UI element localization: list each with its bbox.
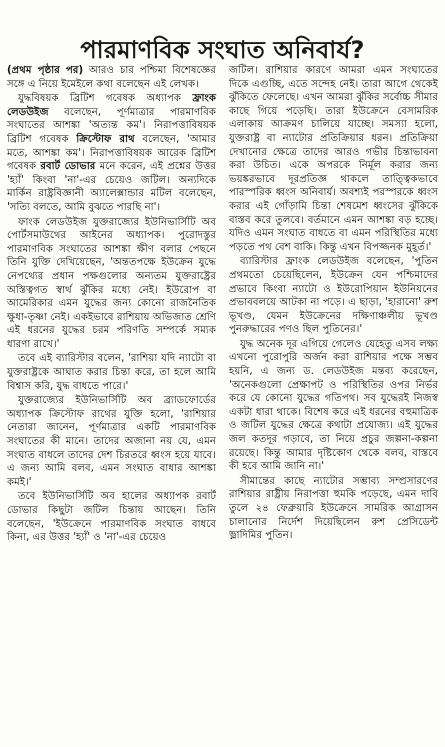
paragraph-text: ফাংক লেডউইজ যুক্তরাজ্যের ইউনিভার্সিটি অব পোর্টসমাউথের আইনের অধ্যাপক। পুরোদস্তুর পারমাণবিক সংঘাতের আশঙ্কা ক্ষীণ বলার পেছনে তিনি যুক্তি দেখিয়েছেন, 'অন্ততপক্ষে ইউক্রেন যুদ্ধে নেপথ্যের প্রধান পক্ষগুলোর অন্যতম যুক্তরাষ্ট্রের অস্তিত্বগত স্বার্থ ঝুঁকির মধ্যে নেই। ইউরোপ বা আমেরিকার এমন যুদ্ধের জন্য কোনো রাজনৈতিক ক্ষুধা-তৃষ্ণা নেই। একইভাবে রাশিয়ায় অভিজাত শ্রেণি এই ধরনের যুদ্ধের চরম পরিণতি সম্পর্কে সম্যক ধারণা রাখে।' xyxy=(7,216,216,350)
article-paragraph xyxy=(7,352,216,393)
continuation-marker: (প্রথম পৃষ্ঠার পর) xyxy=(7,65,84,76)
article-paragraph xyxy=(7,64,216,91)
paragraph-text: যুক্তরাজ্যের ইউনিভার্সিটি অব ব্র্যাডফোর্ডের অধ্যাপক ক্রিস্টোফ রাথের যুক্তি হলো, 'রাশিয়ার নেতারা জানেন, পূর্ণমাত্রার একটি পারমাণবিক সংঘাতের কী মানে। তাদের অজানা নয় যে, এমন সংঘাত বাধলে তাদের দেশ চিরতরে ধ্বংস হয়ে যাবে। এ জন্য আমি বলব, এমন সংঘাত বাধার আশঙ্কা কমই।' xyxy=(7,395,216,488)
article-paragraph xyxy=(7,490,216,544)
paragraph-text: সীমান্তের কাছে ন্যাটোর সম্ভাব্য সম্প্রসারণের রাশিয়ার রাষ্ট্রীয় নিরাপত্তা হুমকি পড়েছে, এমন দাবি তুলে ২৪ ফেব্রুয়ারি ইউক্রেনে সামরিক আগ্রাসন চালানোর নির্দেশ দিয়েছিলেন রুশ প্রেসিডেন্ট ভ্লাদিমির পুতিন। xyxy=(229,475,438,542)
paragraph-text: যুদ্ধবিষয়ক ব্রিটিশ গবেষক অধ্যাপক xyxy=(18,93,193,105)
paragraph-text: যুদ্ধ অনেক দূর এগিয়ে গেলেও যেহেতু এসব লক্ষ্য এখনো পুরোপুরি অর্জন করা রাশিয়ার পক্ষে সম্ভব হয়নি, এ জন্য ড. লেডউইজ মন্তব্য করেছেন, 'অনেকগুলো প্রেক্ষাপট ও পরিস্থিতির ওপর নির্ভর করে যে কোনো যুদ্ধের গতিপথ। সব যুদ্ধেরই নিজস্ব একটা ধারা থাকে। বিশেষ করে এই ধরনের বহুমাত্রিক ও জটিল যুদ্ধের ক্ষেত্রে কথাটা প্রযোজ্য। এই যুদ্ধের জল কতদূর গড়াবে, তা নিয়ে প্রচুর জল্পনা-কল্পনা রয়েছে। কিন্তু আমার দৃষ্টিকোণ থেকে বলব, বাস্তবে কী হবে আমি জানি না।' xyxy=(229,338,438,473)
article-headline: পারমাণবিক সংঘাত অনিবার্য? xyxy=(80,36,365,65)
article-paragraph xyxy=(229,64,438,254)
article-paragraph xyxy=(229,475,438,543)
paragraph-text: বলেছেন, 'আমার মতে, আশঙ্কা কম'। নিরাপত্তাবিষয়ক আরেক ব্রিটিশ গবেষক xyxy=(7,133,216,173)
paragraph-text: ব্যারিস্টার ফ্রাংক লেডউইজ বলেছেন, 'পুতিন প্রথমতো চেয়েছিলেন, ইউক্রেন যেন পশ্চিমাদের প্রভাবে কিংবা ন্যাটো ও ইউরোপিয়ান ইউনিয়নের প্রভাববলয়ে আটকা না পড়ে। এ ছাড়া, 'হারানো' রুশ ভূখণ্ড, যেমন ইউক্রেনের দক্ষিণাঞ্চলীয় ভূখণ্ড পুনরুদ্ধারের পণও ছিল পুতিনের।' xyxy=(229,256,438,336)
person-name: ক্রিস্টোফ রাথ xyxy=(76,133,135,145)
paragraph-text: তবে এই ব্যারিস্টার বলেন, 'রাশিয়া যদি ন্যাটো বা যুক্তরাষ্ট্রকে আঘাত করার চিন্তা করে, তা হলে আমি বিশ্বাস করি, যুদ্ধ বাধতে পারে।' xyxy=(7,353,216,392)
person-name: রবার্ট ডোভার xyxy=(40,161,96,173)
article-column-left xyxy=(7,64,216,741)
article-body xyxy=(7,64,438,741)
paragraph-text: জটিল। রাশিয়ার কারণে আমরা এমন সংঘাতের দিকে এগুচ্ছি, এতে সন্দেহ নেই। তারা আগে থেকেই ঝুঁকিতে ফেলেছে। এখন আমরা ঝুঁকির সর্বোচ্চ সীমার কাছে গিয়ে পড়েছি। তারা ইউক্রেনে বেসামরিক এলাকায় আক্রমণ চালিয়ে যাচ্ছে। সমস্যা হলো, যুক্তরাষ্ট্র বা ন্যাটোর প্রতিক্রিয়ার ধরন। প্রতিক্রিয়া দেখানোর ক্ষেত্রে তাদের আরও গভীর চিন্তাভাবনা করা উচিত। একে অপরকে নির্মূল করার জন্য ভয়ঙ্করভাবে দূরপ্রতিজ্ঞ থাকলে তাত্ত্বিকভাবে পারস্পরিক ধ্বংস অনিবার্য। অবশ্যই পরস্পরকে ধ্বংস করার এই গোঁড়ামি চিন্তা শেষমেশ ধ্বংসের ঝুঁকিকে বাস্তব করে তুলবে। বর্তমানে এমন আশঙ্কা বড় হচ্ছে। যদিও এমন সংঘাত বাধতে বা এমন পরিস্থিতির মধ্যে পড়তে পথ বেশ বাকি। কিন্তু এখন বিপজ্জনক মুহূর্ত।' xyxy=(229,65,438,253)
paragraph-text: মনে করেন, এই প্রশ্নের উত্তর 'হ্যাঁ' কিংবা 'না'-এর চেয়েও জটিল। অন্যদিকে মার্কিন রাষ্ট্রবিজ্ঞানী অ্যালেক্সান্ডার মটিল বলেছেন, 'সত্যি বলতে, আমি বুঝতে পারছি না'। xyxy=(7,161,216,213)
person-name: ফ্রাংক লেডউইজ xyxy=(7,93,216,118)
article-paragraph xyxy=(7,216,216,352)
article-paragraph xyxy=(229,255,438,337)
article-paragraph xyxy=(229,338,438,474)
paragraph-text: বলেছেন, পূর্ণমাত্রার পারমাণবিক সংঘাতের আশঙ্কা 'অত্যন্ত কম'। নিরাপত্তাবিষয়ক ব্রিটিশ গবেষক xyxy=(7,106,216,145)
paragraph-text: আরও চার পশ্চিমা বিশেষজ্ঞের সঙ্গে এ নিয়ে ইমেইলে কথা বলেছেন এই লেখক। xyxy=(7,65,216,90)
article-paragraph xyxy=(7,394,216,489)
article-paragraph xyxy=(7,92,216,214)
paragraph-text: তবে ইউনিভার্সিটি অব হালের অধ্যাপক রবার্ট ডোভার কিছুটা জটিল চিন্তায় আছেন। তিনি বলেছেন, 'ইউক্রেনে পারমাণবিক সংঘাত বাধবে কিনা, এর উত্তর 'হ্যাঁ' ও 'না'-এর চেয়েও xyxy=(7,491,216,544)
article-column-right xyxy=(229,64,438,741)
